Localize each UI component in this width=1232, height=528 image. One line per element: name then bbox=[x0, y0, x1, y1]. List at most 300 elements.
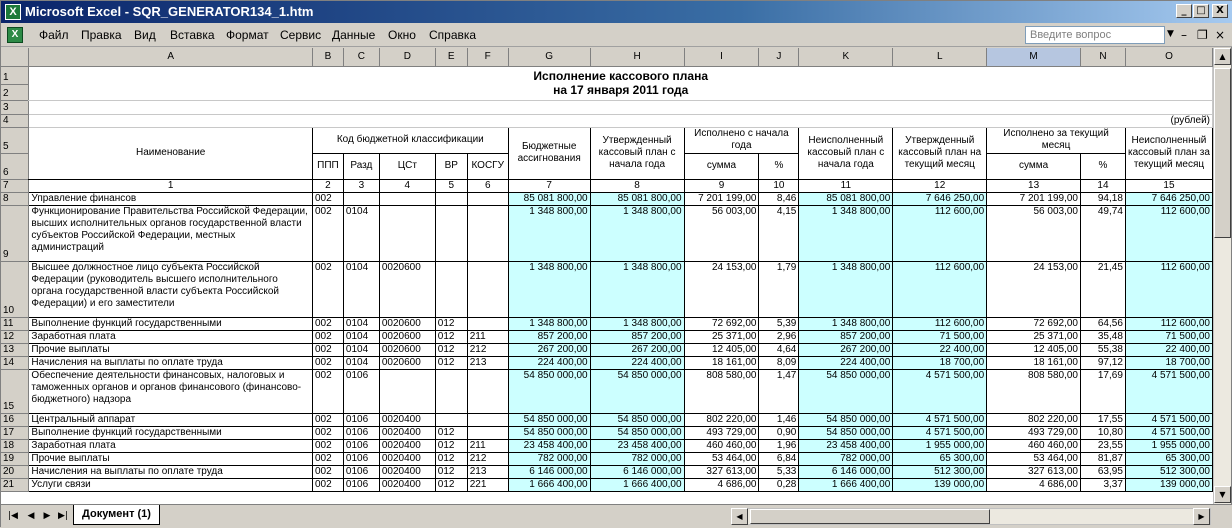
cell-l[interactable]: 65 300,00 bbox=[893, 452, 987, 465]
row-header[interactable]: 4 bbox=[1, 114, 29, 127]
cell-o[interactable]: 71 500,00 bbox=[1125, 330, 1212, 343]
cell-j[interactable]: 1,79 bbox=[759, 261, 799, 317]
table-row bbox=[1, 369, 1213, 413]
cell-ppp[interactable]: 002 bbox=[312, 426, 343, 439]
menu-window[interactable]: Окно bbox=[388, 28, 416, 42]
restore-button[interactable]: □ bbox=[1193, 4, 1209, 18]
cell-m[interactable]: 493 729,00 bbox=[987, 426, 1081, 439]
next-sheet-icon[interactable]: ▶ bbox=[43, 511, 51, 521]
header-exec-month-sum: сумма bbox=[987, 153, 1081, 179]
cell-j[interactable]: 5,33 bbox=[759, 465, 799, 478]
cell-g[interactable]: 54 850 000,00 bbox=[508, 426, 590, 439]
cell-j[interactable]: 8,09 bbox=[759, 356, 799, 369]
cell-l[interactable]: 112 600,00 bbox=[893, 205, 987, 261]
cell-cst[interactable]: 0020400 bbox=[379, 465, 435, 478]
cell-kosgu[interactable]: 211 bbox=[467, 439, 508, 452]
cell-k[interactable]: 782 000,00 bbox=[799, 452, 893, 465]
row-header[interactable]: 19 bbox=[1, 452, 29, 465]
cell-k[interactable]: 23 458 400,00 bbox=[799, 439, 893, 452]
sheet-row bbox=[1, 100, 1213, 114]
cell-cst[interactable] bbox=[379, 192, 435, 205]
cell-g[interactable]: 267 200,00 bbox=[508, 343, 590, 356]
cell-name[interactable]: Центральный аппарат bbox=[29, 413, 313, 426]
cell-j[interactable]: 1,46 bbox=[759, 413, 799, 426]
cell-vr[interactable]: 012 bbox=[435, 465, 467, 478]
cell-i[interactable]: 18 161,00 bbox=[684, 356, 759, 369]
row-header[interactable]: 12 bbox=[1, 330, 29, 343]
cell-n[interactable]: 17,69 bbox=[1081, 369, 1126, 413]
cell-m[interactable]: 18 161,00 bbox=[987, 356, 1081, 369]
cell-o[interactable]: 112 600,00 bbox=[1125, 205, 1212, 261]
scroll-right-icon[interactable]: ▶ bbox=[1193, 508, 1210, 525]
cell-i[interactable]: 808 580,00 bbox=[684, 369, 759, 413]
cell-k[interactable]: 6 146 000,00 bbox=[799, 465, 893, 478]
cell-h[interactable]: 1 348 800,00 bbox=[590, 317, 684, 330]
cell-razd[interactable]: 0106 bbox=[343, 369, 379, 413]
cell-k[interactable]: 85 081 800,00 bbox=[799, 192, 893, 205]
cell-g[interactable]: 1 348 800,00 bbox=[508, 317, 590, 330]
col-number: 3 bbox=[343, 179, 379, 192]
cell-h[interactable]: 85 081 800,00 bbox=[590, 192, 684, 205]
cell-razd[interactable]: 0104 bbox=[343, 343, 379, 356]
cell-razd[interactable]: 0106 bbox=[343, 426, 379, 439]
row-header[interactable]: 10 bbox=[1, 261, 29, 317]
menu-file[interactable]: Файл bbox=[39, 28, 69, 42]
row-header[interactable]: 17 bbox=[1, 426, 29, 439]
cell-m[interactable]: 327 613,00 bbox=[987, 465, 1081, 478]
cell-l[interactable]: 4 571 500,00 bbox=[893, 426, 987, 439]
cell-name[interactable]: Услуги связи bbox=[29, 478, 313, 491]
cell-g[interactable]: 23 458 400,00 bbox=[508, 439, 590, 452]
cell-name[interactable]: Заработная плата bbox=[29, 439, 313, 452]
cell-m[interactable]: 802 220,00 bbox=[987, 413, 1081, 426]
row-header[interactable]: 1 bbox=[1, 66, 29, 84]
cell-razd[interactable]: 0104 bbox=[343, 330, 379, 343]
cell-l[interactable]: 1 955 000,00 bbox=[893, 439, 987, 452]
cell-i[interactable]: 24 153,00 bbox=[684, 261, 759, 317]
cell-g[interactable]: 1 666 400,00 bbox=[508, 478, 590, 491]
scroll-left-icon[interactable]: ◀ bbox=[731, 508, 748, 525]
menu-tools[interactable]: Сервис bbox=[280, 28, 322, 42]
cell-razd[interactable] bbox=[343, 192, 379, 205]
cell-kosgu[interactable] bbox=[467, 261, 508, 317]
cell-vr[interactable]: 012 bbox=[435, 330, 467, 343]
cell-razd[interactable]: 0106 bbox=[343, 413, 379, 426]
row-header[interactable]: 7 bbox=[1, 179, 29, 192]
row-header[interactable]: 6 bbox=[1, 153, 29, 179]
cell-m[interactable]: 12 405,00 bbox=[987, 343, 1081, 356]
cell-l[interactable]: 4 571 500,00 bbox=[893, 413, 987, 426]
col-header-c[interactable]: C bbox=[343, 48, 379, 66]
cell-o[interactable]: 18 700,00 bbox=[1125, 356, 1212, 369]
cell-m[interactable]: 25 371,00 bbox=[987, 330, 1081, 343]
cell-ppp[interactable]: 002 bbox=[312, 478, 343, 491]
row-header[interactable]: 21 bbox=[1, 478, 29, 491]
cell-o[interactable]: 7 646 250,00 bbox=[1125, 192, 1212, 205]
row-header[interactable]: 16 bbox=[1, 413, 29, 426]
cell-name[interactable]: Обеспечение деятельности финансовых, налоговых и таможенных органов и органов финансового (финансово-бюджетного) надзора bbox=[29, 369, 313, 413]
cell-ppp[interactable]: 002 bbox=[312, 330, 343, 343]
cell-k[interactable]: 1 348 800,00 bbox=[799, 261, 893, 317]
menu-format[interactable]: Формат bbox=[226, 28, 269, 42]
cell-vr[interactable]: 012 bbox=[435, 317, 467, 330]
row-header[interactable]: 8 bbox=[1, 192, 29, 205]
table-row bbox=[1, 465, 1213, 478]
menu-data[interactable]: Данные bbox=[332, 28, 376, 42]
cell-j[interactable]: 0,90 bbox=[759, 426, 799, 439]
spreadsheet-grid[interactable] bbox=[1, 48, 1213, 504]
chevron-down-icon[interactable]: ▼ bbox=[1167, 29, 1174, 39]
cell-n[interactable]: 35,48 bbox=[1081, 330, 1126, 343]
cell-kosgu[interactable] bbox=[467, 317, 508, 330]
cell-kosgu[interactable] bbox=[467, 192, 508, 205]
cell-j[interactable]: 8,46 bbox=[759, 192, 799, 205]
cell-g[interactable]: 54 850 000,00 bbox=[508, 413, 590, 426]
cell-n[interactable]: 23,55 bbox=[1081, 439, 1126, 452]
cell-n[interactable]: 64,56 bbox=[1081, 317, 1126, 330]
cell-vr[interactable]: 012 bbox=[435, 356, 467, 369]
cell-l[interactable]: 112 600,00 bbox=[893, 261, 987, 317]
cell-ppp[interactable]: 002 bbox=[312, 356, 343, 369]
cell-m[interactable]: 460 460,00 bbox=[987, 439, 1081, 452]
workbook-icon[interactable]: X bbox=[7, 27, 23, 43]
cell-razd[interactable]: 0106 bbox=[343, 478, 379, 491]
cell-cst[interactable]: 0020600 bbox=[379, 343, 435, 356]
cell-h[interactable]: 782 000,00 bbox=[590, 452, 684, 465]
cell-cst[interactable]: 0020400 bbox=[379, 439, 435, 452]
cell-ppp[interactable]: 002 bbox=[312, 413, 343, 426]
col-header-k[interactable]: K bbox=[799, 48, 893, 66]
cell-i[interactable]: 460 460,00 bbox=[684, 439, 759, 452]
cell-razd[interactable]: 0106 bbox=[343, 452, 379, 465]
cell-kosgu[interactable]: 221 bbox=[467, 478, 508, 491]
cell-k[interactable]: 267 200,00 bbox=[799, 343, 893, 356]
cell-o[interactable]: 112 600,00 bbox=[1125, 261, 1212, 317]
cell-o[interactable]: 65 300,00 bbox=[1125, 452, 1212, 465]
cell-o[interactable]: 4 571 500,00 bbox=[1125, 413, 1212, 426]
col-header-b[interactable]: B bbox=[312, 48, 343, 66]
cell-kosgu[interactable] bbox=[467, 369, 508, 413]
cell-i[interactable]: 4 686,00 bbox=[684, 478, 759, 491]
cell-g[interactable]: 857 200,00 bbox=[508, 330, 590, 343]
header-ppp: ППП bbox=[312, 153, 343, 179]
table-row bbox=[1, 356, 1213, 369]
cell-name[interactable]: Начисления на выплаты по оплате труда bbox=[29, 465, 313, 478]
cell-kosgu[interactable]: 212 bbox=[467, 452, 508, 465]
cell-o[interactable]: 1 955 000,00 bbox=[1125, 439, 1212, 452]
cell-ppp[interactable]: 002 bbox=[312, 317, 343, 330]
menu-edit[interactable]: Правка bbox=[81, 28, 122, 42]
cell-m[interactable]: 56 003,00 bbox=[987, 205, 1081, 261]
col-header-f[interactable]: F bbox=[467, 48, 508, 66]
cell-vr[interactable]: 012 bbox=[435, 452, 467, 465]
cell-j[interactable]: 5,39 bbox=[759, 317, 799, 330]
cell-l[interactable]: 139 000,00 bbox=[893, 478, 987, 491]
cell-m[interactable]: 72 692,00 bbox=[987, 317, 1081, 330]
cell-m[interactable]: 7 201 199,00 bbox=[987, 192, 1081, 205]
cell-n[interactable]: 3,37 bbox=[1081, 478, 1126, 491]
cell-kosgu[interactable]: 212 bbox=[467, 343, 508, 356]
header-razd: Разд bbox=[343, 153, 379, 179]
vertical-scroll-thumb[interactable] bbox=[1214, 68, 1231, 238]
sheet-row bbox=[1, 66, 1213, 84]
doc-restore-button[interactable]: ❐ bbox=[1197, 28, 1208, 42]
col-header-d[interactable]: D bbox=[379, 48, 435, 66]
cell-m[interactable]: 53 464,00 bbox=[987, 452, 1081, 465]
doc-close-button[interactable]: × bbox=[1215, 28, 1226, 42]
cell-vr[interactable] bbox=[435, 413, 467, 426]
cell-m[interactable]: 4 686,00 bbox=[987, 478, 1081, 491]
cell-n[interactable]: 97,12 bbox=[1081, 356, 1126, 369]
cell-cst[interactable]: 0020400 bbox=[379, 426, 435, 439]
cell-vr[interactable]: 012 bbox=[435, 478, 467, 491]
col-header-o[interactable]: O bbox=[1125, 48, 1212, 66]
cell-cst[interactable]: 0020600 bbox=[379, 261, 435, 317]
horizontal-scrollbar[interactable] bbox=[731, 508, 1211, 525]
col-number: 2 bbox=[312, 179, 343, 192]
col-header-j[interactable]: J bbox=[759, 48, 799, 66]
cell-ppp[interactable]: 002 bbox=[312, 343, 343, 356]
cell-vr[interactable]: 012 bbox=[435, 343, 467, 356]
menu-insert[interactable]: Вставка bbox=[170, 28, 215, 42]
cell-name[interactable]: Управление финансов bbox=[29, 192, 313, 205]
cell-j[interactable]: 4,15 bbox=[759, 205, 799, 261]
cell-razd[interactable]: 0106 bbox=[343, 439, 379, 452]
cell-kosgu[interactable]: 213 bbox=[467, 465, 508, 478]
cell-g[interactable]: 85 081 800,00 bbox=[508, 192, 590, 205]
cell-o[interactable]: 4 571 500,00 bbox=[1125, 426, 1212, 439]
cell-j[interactable]: 0,28 bbox=[759, 478, 799, 491]
cell-n[interactable]: 17,55 bbox=[1081, 413, 1126, 426]
cell-g[interactable]: 782 000,00 bbox=[508, 452, 590, 465]
cell-n[interactable]: 55,38 bbox=[1081, 343, 1126, 356]
menu-bar bbox=[1, 23, 1232, 47]
cell-l[interactable]: 71 500,00 bbox=[893, 330, 987, 343]
cell-m[interactable]: 808 580,00 bbox=[987, 369, 1081, 413]
cell-k[interactable]: 54 850 000,00 bbox=[799, 426, 893, 439]
cell-g[interactable]: 54 850 000,00 bbox=[508, 369, 590, 413]
cell-vr[interactable] bbox=[435, 261, 467, 317]
close-button[interactable]: X bbox=[1212, 4, 1228, 18]
cell-name[interactable]: Функционирование Правительства Российской Федерации, высших исполнительных органов государственной власти субъектов Российской Федерации, местных администраций bbox=[29, 205, 313, 261]
table-row bbox=[1, 439, 1213, 452]
cell-n[interactable]: 49,74 bbox=[1081, 205, 1126, 261]
row-header[interactable]: 18 bbox=[1, 439, 29, 452]
cell-vr[interactable] bbox=[435, 205, 467, 261]
cell-vr[interactable]: 012 bbox=[435, 426, 467, 439]
cell-razd[interactable]: 0106 bbox=[343, 465, 379, 478]
cell-h[interactable]: 857 200,00 bbox=[590, 330, 684, 343]
cell-j[interactable]: 1,96 bbox=[759, 439, 799, 452]
cell-h[interactable]: 267 200,00 bbox=[590, 343, 684, 356]
cell-h[interactable]: 23 458 400,00 bbox=[590, 439, 684, 452]
cell-j[interactable]: 2,96 bbox=[759, 330, 799, 343]
cell-name[interactable]: Высшее должностное лицо субъекта Российской Федерации (руководитель высшего исполнительного органа государственной власти субъекта Российской Федерации) и его заместители bbox=[29, 261, 313, 317]
cell-o[interactable]: 112 600,00 bbox=[1125, 317, 1212, 330]
cell-n[interactable]: 94,18 bbox=[1081, 192, 1126, 205]
cell-l[interactable]: 4 571 500,00 bbox=[893, 369, 987, 413]
cell-kosgu[interactable] bbox=[467, 413, 508, 426]
cell-h[interactable]: 54 850 000,00 bbox=[590, 369, 684, 413]
cell-cst[interactable]: 0020600 bbox=[379, 317, 435, 330]
cell-name[interactable]: Выполнение функций государственными bbox=[29, 317, 313, 330]
cell-h[interactable]: 1 348 800,00 bbox=[590, 261, 684, 317]
excel-app-icon[interactable]: X bbox=[5, 4, 21, 20]
cell-g[interactable]: 224 400,00 bbox=[508, 356, 590, 369]
cell-l[interactable]: 18 700,00 bbox=[893, 356, 987, 369]
cell-ppp[interactable]: 002 bbox=[312, 192, 343, 205]
sheet-tab-bar bbox=[1, 504, 1232, 528]
cell-cst[interactable]: 0020600 bbox=[379, 330, 435, 343]
cell-i[interactable]: 25 371,00 bbox=[684, 330, 759, 343]
row-header[interactable]: 20 bbox=[1, 465, 29, 478]
cell-i[interactable]: 72 692,00 bbox=[684, 317, 759, 330]
row-header[interactable]: 3 bbox=[1, 100, 29, 114]
row-header[interactable]: 11 bbox=[1, 317, 29, 330]
cell-n[interactable]: 10,80 bbox=[1081, 426, 1126, 439]
cell-l[interactable]: 112 600,00 bbox=[893, 317, 987, 330]
cell-g[interactable]: 6 146 000,00 bbox=[508, 465, 590, 478]
cell-l[interactable]: 512 300,00 bbox=[893, 465, 987, 478]
scroll-down-icon[interactable]: ▼ bbox=[1214, 486, 1231, 503]
cell-o[interactable]: 139 000,00 bbox=[1125, 478, 1212, 491]
header-code-group: Код бюджетной классификации bbox=[312, 127, 508, 153]
cell-j[interactable]: 6,84 bbox=[759, 452, 799, 465]
sheet-tab-document[interactable]: Документ (1) bbox=[73, 505, 160, 525]
report-title bbox=[29, 66, 1213, 100]
row-header[interactable]: 14 bbox=[1, 356, 29, 369]
col-header-i[interactable]: I bbox=[684, 48, 759, 66]
cell-razd[interactable]: 0104 bbox=[343, 317, 379, 330]
minimize-button[interactable]: _ bbox=[1176, 4, 1192, 18]
empty-cell[interactable] bbox=[29, 100, 1213, 114]
cell-name[interactable]: Заработная плата bbox=[29, 330, 313, 343]
doc-minimize-button[interactable]: – bbox=[1181, 28, 1187, 42]
cell-k[interactable]: 857 200,00 bbox=[799, 330, 893, 343]
cell-vr[interactable] bbox=[435, 192, 467, 205]
row-header[interactable]: 15 bbox=[1, 369, 29, 413]
cell-cst[interactable]: 0020400 bbox=[379, 478, 435, 491]
col-header-e[interactable]: E bbox=[435, 48, 467, 66]
cell-kosgu[interactable]: 213 bbox=[467, 356, 508, 369]
header-exec-month-pct: % bbox=[1081, 153, 1126, 179]
cell-k[interactable]: 1 348 800,00 bbox=[799, 317, 893, 330]
row-header[interactable]: 9 bbox=[1, 205, 29, 261]
cell-h[interactable]: 54 850 000,00 bbox=[590, 426, 684, 439]
cell-k[interactable]: 1 666 400,00 bbox=[799, 478, 893, 491]
cell-ppp[interactable]: 002 bbox=[312, 205, 343, 261]
col-header-l[interactable]: L bbox=[893, 48, 987, 66]
cell-cst[interactable]: 0020400 bbox=[379, 452, 435, 465]
cell-i[interactable]: 53 464,00 bbox=[684, 452, 759, 465]
title-bar bbox=[1, 1, 1232, 23]
vertical-scrollbar[interactable] bbox=[1213, 48, 1231, 504]
cell-name[interactable]: Прочие выплаты bbox=[29, 343, 313, 356]
cell-i[interactable]: 12 405,00 bbox=[684, 343, 759, 356]
menu-view[interactable]: Вид bbox=[134, 28, 156, 42]
cell-kosgu[interactable] bbox=[467, 426, 508, 439]
cell-name[interactable]: Выполнение функций государственными bbox=[29, 426, 313, 439]
cell-ppp[interactable]: 002 bbox=[312, 465, 343, 478]
cell-m[interactable]: 24 153,00 bbox=[987, 261, 1081, 317]
cell-i[interactable]: 327 613,00 bbox=[684, 465, 759, 478]
cell-cst[interactable] bbox=[379, 369, 435, 413]
cell-razd[interactable]: 0104 bbox=[343, 356, 379, 369]
cell-ppp[interactable]: 002 bbox=[312, 452, 343, 465]
cell-kosgu[interactable] bbox=[467, 205, 508, 261]
cell-k[interactable]: 224 400,00 bbox=[799, 356, 893, 369]
cell-k[interactable]: 54 850 000,00 bbox=[799, 369, 893, 413]
cell-name[interactable]: Прочие выплаты bbox=[29, 452, 313, 465]
scroll-up-icon[interactable]: ▲ bbox=[1214, 48, 1231, 65]
cell-cst[interactable]: 0020600 bbox=[379, 356, 435, 369]
cell-l[interactable]: 22 400,00 bbox=[893, 343, 987, 356]
cell-cst[interactable]: 0020400 bbox=[379, 413, 435, 426]
select-all-corner[interactable] bbox=[1, 48, 29, 66]
cell-vr[interactable]: 012 bbox=[435, 439, 467, 452]
cell-i[interactable]: 7 201 199,00 bbox=[684, 192, 759, 205]
cell-o[interactable]: 22 400,00 bbox=[1125, 343, 1212, 356]
cell-h[interactable]: 1 666 400,00 bbox=[590, 478, 684, 491]
table-row bbox=[1, 330, 1213, 343]
row-header[interactable]: 5 bbox=[1, 127, 29, 153]
cell-ppp[interactable]: 002 bbox=[312, 261, 343, 317]
cell-g[interactable]: 1 348 800,00 bbox=[508, 205, 590, 261]
cell-h[interactable]: 54 850 000,00 bbox=[590, 413, 684, 426]
column-number-row bbox=[1, 179, 1213, 192]
col-header-a[interactable]: A bbox=[29, 48, 313, 66]
cell-razd[interactable]: 0104 bbox=[343, 205, 379, 261]
cell-n[interactable]: 63,95 bbox=[1081, 465, 1126, 478]
row-header[interactable]: 13 bbox=[1, 343, 29, 356]
col-header-m[interactable]: M bbox=[987, 48, 1081, 66]
col-header-n[interactable]: N bbox=[1081, 48, 1126, 66]
cell-vr[interactable] bbox=[435, 369, 467, 413]
cell-k[interactable]: 1 348 800,00 bbox=[799, 205, 893, 261]
cell-n[interactable]: 81,87 bbox=[1081, 452, 1126, 465]
cell-l[interactable]: 7 646 250,00 bbox=[893, 192, 987, 205]
cell-o[interactable]: 512 300,00 bbox=[1125, 465, 1212, 478]
ask-question-input[interactable]: Введите вопрос bbox=[1025, 26, 1165, 44]
first-sheet-icon[interactable]: |◀ bbox=[8, 511, 18, 521]
cell-ppp[interactable]: 002 bbox=[312, 369, 343, 413]
cell-k[interactable]: 54 850 000,00 bbox=[799, 413, 893, 426]
cell-j[interactable]: 4,64 bbox=[759, 343, 799, 356]
prev-sheet-icon[interactable]: ◀ bbox=[27, 511, 35, 521]
col-header-h[interactable]: H bbox=[590, 48, 684, 66]
last-sheet-icon[interactable]: ▶| bbox=[58, 511, 68, 521]
cell-h[interactable]: 224 400,00 bbox=[590, 356, 684, 369]
cell-name[interactable]: Начисления на выплаты по оплате труда bbox=[29, 356, 313, 369]
cell-o[interactable]: 4 571 500,00 bbox=[1125, 369, 1212, 413]
cell-h[interactable]: 6 146 000,00 bbox=[590, 465, 684, 478]
cell-i[interactable]: 56 003,00 bbox=[684, 205, 759, 261]
row-header[interactable]: 2 bbox=[1, 84, 29, 100]
cell-n[interactable]: 21,45 bbox=[1081, 261, 1126, 317]
cell-i[interactable]: 802 220,00 bbox=[684, 413, 759, 426]
cell-razd[interactable]: 0104 bbox=[343, 261, 379, 317]
cell-j[interactable]: 1,47 bbox=[759, 369, 799, 413]
col-header-g[interactable]: G bbox=[508, 48, 590, 66]
cell-kosgu[interactable]: 211 bbox=[467, 330, 508, 343]
cell-i[interactable]: 493 729,00 bbox=[684, 426, 759, 439]
menu-help[interactable]: Справка bbox=[429, 28, 477, 42]
cell-cst[interactable] bbox=[379, 205, 435, 261]
horizontal-scroll-thumb[interactable] bbox=[750, 509, 990, 524]
cell-h[interactable]: 1 348 800,00 bbox=[590, 205, 684, 261]
cell-g[interactable]: 1 348 800,00 bbox=[508, 261, 590, 317]
cell-ppp[interactable]: 002 bbox=[312, 439, 343, 452]
